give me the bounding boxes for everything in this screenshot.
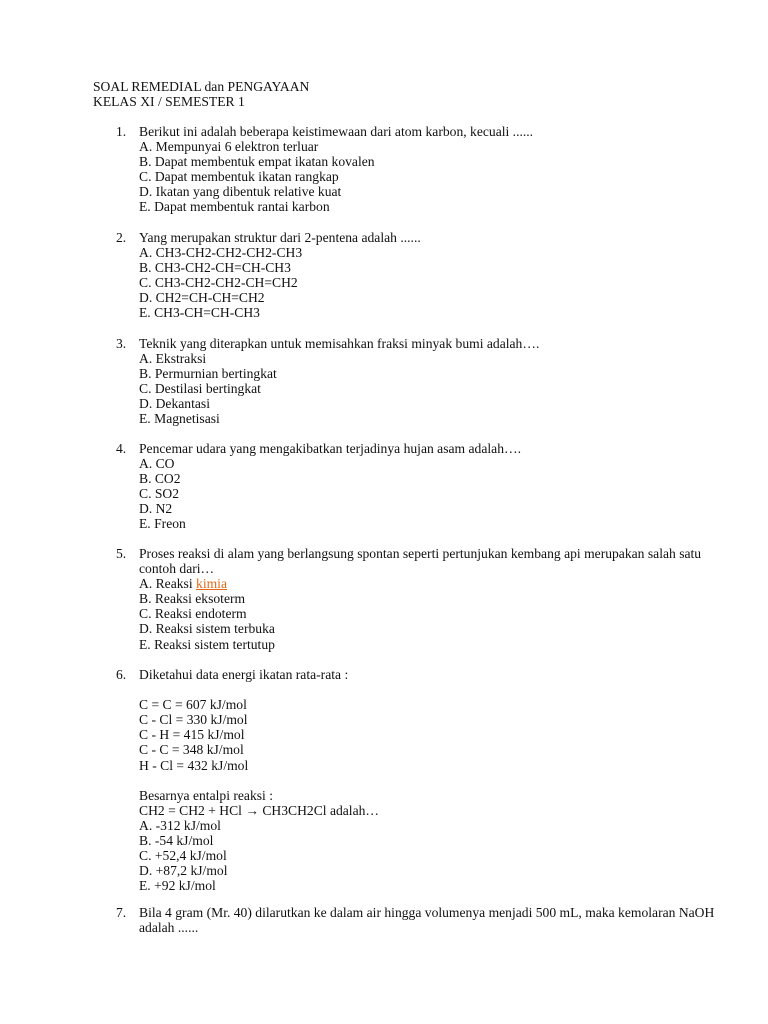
option-b: B. Reaksi eksoterm xyxy=(139,591,246,607)
question-stem: Diketahui data energi ikatan rata-rata : xyxy=(139,667,349,682)
option-d: D. Ikatan yang dibentuk relative kuat xyxy=(139,184,342,200)
option-a: A. Mempunyai 6 elektron terluar xyxy=(139,139,319,155)
question-number: 3. xyxy=(116,336,127,351)
question-4 xyxy=(116,441,726,532)
option-e: E. Dapat membentuk rantai karbon xyxy=(139,199,330,215)
question-6 xyxy=(116,667,726,893)
option-e: E. Freon xyxy=(139,516,186,532)
option-a: A. CH3-CH2-CH2-CH2-CH3 xyxy=(139,245,303,261)
header-class-semester: KELAS XI / SEMESTER 1 xyxy=(93,94,245,110)
option-e: E. CH3-CH=CH-CH3 xyxy=(139,305,260,321)
question-number: 2. xyxy=(116,230,127,245)
option-b: B. Permurnian bertingkat xyxy=(139,366,277,382)
question-number: 7. xyxy=(116,905,127,920)
question-number: 4. xyxy=(116,441,127,456)
option-c: C. +52,4 kJ/mol xyxy=(139,848,227,864)
kimia-link[interactable]: kimia xyxy=(196,576,227,592)
option-c: C. Reaksi endoterm xyxy=(139,606,247,622)
question-number: 5. xyxy=(116,546,127,561)
option-b: B. CO2 xyxy=(139,471,181,487)
question-stem: Pencemar udara yang mengakibatkan terjadinya hujan asam adalah…. xyxy=(139,441,521,456)
bond-energy-line: C - Cl = 330 kJ/mol xyxy=(139,712,248,728)
option-d: D. Dekantasi xyxy=(139,396,210,412)
question-stem: Berikut ini adalah beberapa keistimewaan dari atom karbon, kecuali ...... xyxy=(139,124,534,139)
option-a: A. CO xyxy=(139,456,175,472)
option-d: D. CH2=CH-CH=CH2 xyxy=(139,290,265,306)
bond-energy-line: H - Cl = 432 kJ/mol xyxy=(139,757,249,773)
option-a xyxy=(139,576,726,591)
option-b: B. -54 kJ/mol xyxy=(139,833,214,849)
sub-stem: Besarnya entalpi reaksi : xyxy=(139,787,273,803)
question-1 xyxy=(116,124,726,215)
option-a-prefix: A. Reaksi xyxy=(139,576,197,592)
option-c: C. Dapat membentuk ikatan rangkap xyxy=(139,169,339,185)
question-number: 6. xyxy=(116,667,127,682)
question-stem: Proses reaksi di alam yang berlangsung spontan seperti pertunjukan kembang api merupakan salah satu contoh dari… xyxy=(139,546,702,577)
question-2 xyxy=(116,230,726,321)
document-header xyxy=(93,79,309,109)
question-stem: Bila 4 gram (Mr. 40) dilarutkan ke dalam air hingga volumenya menjadi 500 mL, maka kemolaran NaOH adalah ...... xyxy=(139,905,715,936)
question-stem: Teknik yang diterapkan untuk memisahkan fraksi minyak bumi adalah…. xyxy=(139,336,540,351)
question-7 xyxy=(116,905,726,935)
question-stem: Yang merupakan struktur dari 2-pentena adalah ...... xyxy=(139,230,421,245)
header-title: SOAL REMEDIAL dan PENGAYAAN xyxy=(93,79,310,94)
bond-energy-line: C - C = 348 kJ/mol xyxy=(139,742,244,758)
option-a: A. -312 kJ/mol xyxy=(139,817,221,833)
option-d: D. +87,2 kJ/mol xyxy=(139,863,228,879)
option-c: C. CH3-CH2-CH2-CH=CH2 xyxy=(139,275,298,291)
option-c: C. SO2 xyxy=(139,486,180,502)
question-5 xyxy=(116,546,726,652)
bond-energy-line: C - H = 415 kJ/mol xyxy=(139,727,245,743)
reaction-equation: CH2 = CH2 + HCl → CH3CH2Cl adalah… xyxy=(139,802,380,818)
option-e: E. Magnetisasi xyxy=(139,411,220,427)
option-d: D. N2 xyxy=(139,501,173,517)
option-b: B. Dapat membentuk empat ikatan kovalen xyxy=(139,154,375,170)
option-a: A. Ekstraksi xyxy=(139,351,207,367)
option-d: D. Reaksi sistem terbuka xyxy=(139,621,275,637)
option-c: C. Destilasi bertingkat xyxy=(139,381,261,397)
question-number: 1. xyxy=(116,124,127,139)
option-b: B. CH3-CH2-CH=CH-CH3 xyxy=(139,260,291,276)
bond-energy-line: C = C = 607 kJ/mol xyxy=(139,697,247,713)
option-e: E. Reaksi sistem tertutup xyxy=(139,636,275,652)
question-3 xyxy=(116,336,726,427)
option-e: E. +92 kJ/mol xyxy=(139,878,216,894)
